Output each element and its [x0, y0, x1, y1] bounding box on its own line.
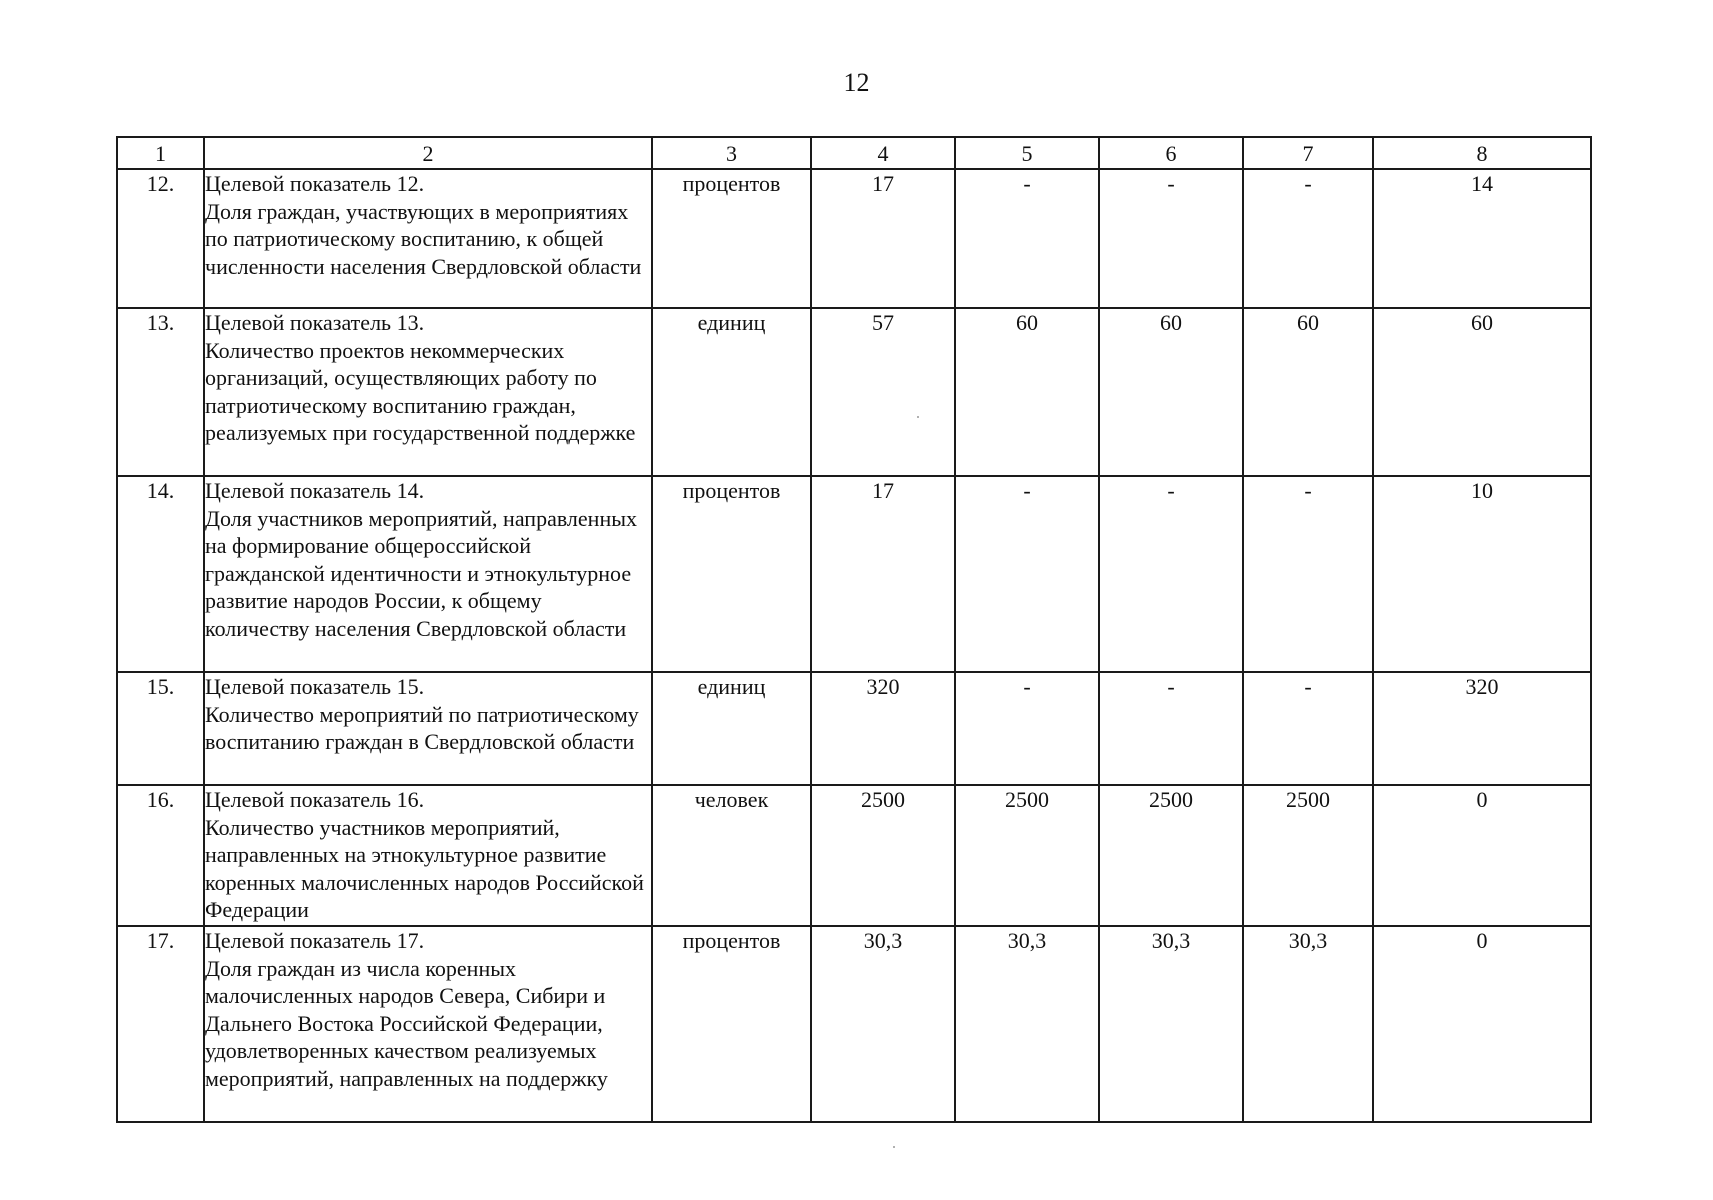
indicator-cell — [204, 926, 652, 1122]
row-number: 15. — [117, 672, 204, 785]
table-row — [117, 785, 1591, 926]
indicator-title: Целевой показатель 14. — [205, 478, 425, 503]
indicator-title: Целевой показатель 15. — [205, 674, 425, 699]
value-cell: 60 — [955, 308, 1099, 476]
value-cell: 30,3 — [1099, 926, 1243, 1122]
indicator-description: Количество проектов некоммерческих организаций, осуществляющих работу по патриотическому воспитанию граждан, реализуемых при государственной поддержке — [205, 337, 636, 445]
row-number: 14. — [117, 476, 204, 672]
value-cell: 320 — [1373, 672, 1591, 785]
indicator-title: Целевой показатель 12. — [205, 171, 425, 196]
indicator-title: Целевой показатель 13. — [205, 310, 425, 335]
table-row — [117, 308, 1591, 476]
header-row — [117, 137, 1591, 169]
indicator-cell — [204, 169, 652, 308]
table-row — [117, 169, 1591, 308]
value-cell: - — [955, 672, 1099, 785]
value-cell: 60 — [1243, 308, 1373, 476]
indicator-title: Целевой показатель 16. — [205, 787, 425, 812]
indicator-title: Целевой показатель 17. — [205, 928, 425, 953]
column-header: 3 — [652, 137, 811, 169]
indicator-description: Доля граждан из числа коренных малочисленных народов Севера, Сибири и Дальнего Востока Российской Федерации, удовлетворенных качеством реализуемых мероприятий, направленных на поддержку — [205, 955, 608, 1091]
unit-cell: человек — [652, 785, 811, 926]
value-cell: 2500 — [811, 785, 955, 926]
unit-cell: процентов — [652, 169, 811, 308]
value-cell: 57 — [811, 308, 955, 476]
indicators-table — [116, 136, 1592, 1123]
unit-cell: единиц — [652, 308, 811, 476]
value-cell: 0 — [1373, 926, 1591, 1122]
value-cell: - — [1243, 169, 1373, 308]
indicator-cell — [204, 308, 652, 476]
value-cell: 60 — [1373, 308, 1591, 476]
unit-cell: процентов — [652, 476, 811, 672]
row-number: 16. — [117, 785, 204, 926]
value-cell: 320 — [811, 672, 955, 785]
value-cell: - — [1243, 476, 1373, 672]
value-cell: - — [1243, 672, 1373, 785]
value-cell: 2500 — [1099, 785, 1243, 926]
indicator-cell — [204, 476, 652, 672]
indicator-description: Количество мероприятий по патриотическому воспитанию граждан в Свердловской области — [205, 701, 639, 754]
page-number: 12 — [843, 68, 870, 97]
column-header: 1 — [117, 137, 204, 169]
column-header: 8 — [1373, 137, 1591, 169]
value-cell: 30,3 — [955, 926, 1099, 1122]
value-cell: - — [1099, 672, 1243, 785]
value-cell: 0 — [1373, 785, 1591, 926]
table-row — [117, 926, 1591, 1122]
column-header: 2 — [204, 137, 652, 169]
scan-speck — [893, 1146, 895, 1148]
scan-speck — [917, 416, 919, 418]
row-number: 12. — [117, 169, 204, 308]
unit-cell: процентов — [652, 926, 811, 1122]
value-cell: - — [955, 169, 1099, 308]
row-number: 17. — [117, 926, 204, 1122]
row-number: 13. — [117, 308, 204, 476]
indicator-description: Доля участников мероприятий, направленных на формирование общероссийской гражданской идентичности и этнокультурное развитие народов России, к общему количеству населения Свердловской области — [205, 505, 637, 641]
column-header: 6 — [1099, 137, 1243, 169]
column-header: 7 — [1243, 137, 1373, 169]
value-cell: 14 — [1373, 169, 1591, 308]
indicator-description: Количество участников мероприятий, направленных на этнокультурное развитие коренных малочисленных народов Российской Федерации — [205, 814, 644, 922]
indicator-description: Доля граждан, участвующих в мероприятиях по патриотическому воспитанию, к общей численности населения Свердловской области — [205, 198, 642, 279]
value-cell: 17 — [811, 169, 955, 308]
value-cell: 2500 — [1243, 785, 1373, 926]
indicator-cell — [204, 785, 652, 926]
value-cell: - — [1099, 476, 1243, 672]
value-cell: 17 — [811, 476, 955, 672]
value-cell: 30,3 — [811, 926, 955, 1122]
table-row — [117, 672, 1591, 785]
value-cell: - — [955, 476, 1099, 672]
indicator-cell — [204, 672, 652, 785]
column-header: 5 — [955, 137, 1099, 169]
value-cell: 60 — [1099, 308, 1243, 476]
column-header: 4 — [811, 137, 955, 169]
value-cell: 2500 — [955, 785, 1099, 926]
value-cell: - — [1099, 169, 1243, 308]
unit-cell: единиц — [652, 672, 811, 785]
value-cell: 10 — [1373, 476, 1591, 672]
table-row — [117, 476, 1591, 672]
value-cell: 30,3 — [1243, 926, 1373, 1122]
